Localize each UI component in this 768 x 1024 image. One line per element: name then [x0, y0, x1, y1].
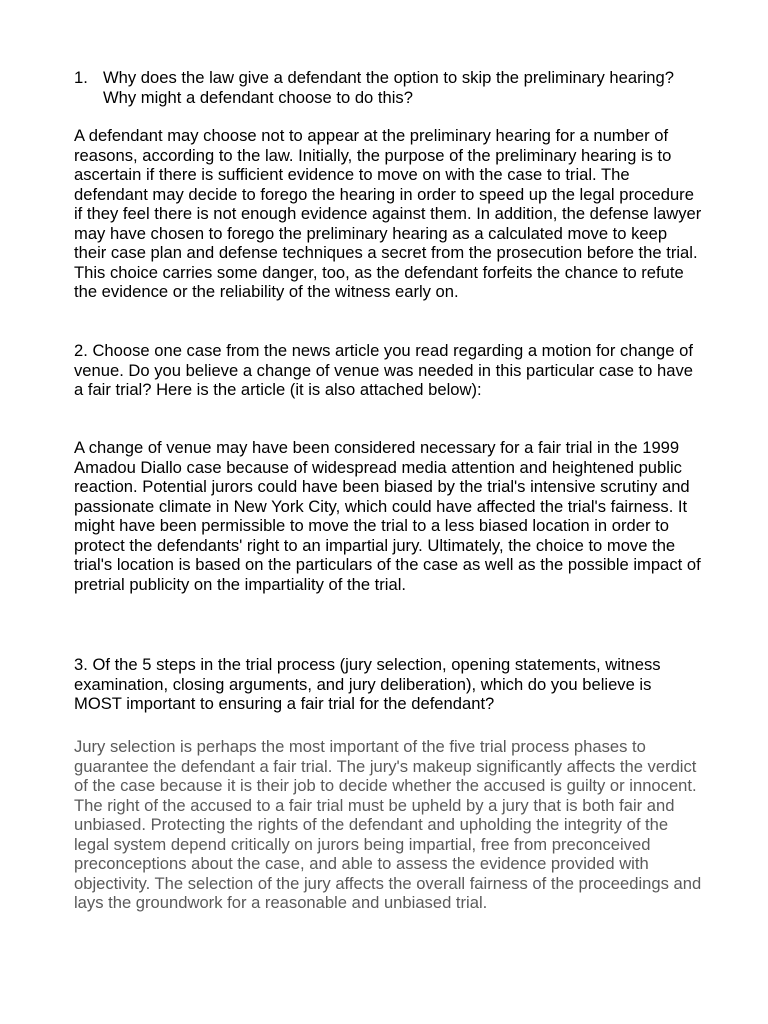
- question-2: 2. Choose one case from the news article you read regarding a motion for change of venue. Do you believe a change of venue was needed in this particular case to have a fair trial? Here is the article (it is also attached below):: [74, 341, 693, 399]
- answer-2: A change of venue may have been considered necessary for a fair trial in the 1999 Amadou Diallo case because of widespread media attention and heightened public reaction. Potential jurors could have been biased by the trial's intensive scrutiny and passionate climate in New York City, which could have affected the trial's fairness. It might have been permissible to move the trial to a less biased location in order to protect the defendants' right to an impartial jury. Ultimately, the choice to move the trial's location is based on the particulars of the case as well as the possible impact of pretrial publicity on the impartiality of the trial.: [74, 438, 701, 594]
- question-1-text: Why does the law give a defendant the option to skip the preliminary hearing? Why might a defendant choose to do this?: [103, 68, 674, 107]
- answer-3: Jury selection is perhaps the most important of the five trial process phases to guarantee the defendant a fair trial. The jury's makeup significantly affects the verdict of the case because it is their job to decide whether the accused is guilty or innocent. The right of the accused to a fair trial must be upheld by a jury that is both fair and unbiased. Protecting the rights of the defendant and upholding the integrity of the legal system depend critically on jurors being impartial, free from preconceived preconceptions about the case, and able to assess the evidence provided with objectivity. The selection of the jury affects the overall fairness of the proceedings and lays the groundwork for a reasonable and unbiased trial.: [74, 737, 702, 912]
- question-1: [74, 68, 702, 107]
- question-3: 3. Of the 5 steps in the trial process (jury selection, opening statements, witness examination, closing arguments, and jury deliberation), which do you believe is MOST important to ensuring a fair trial for the defendant?: [74, 655, 661, 713]
- question-1-number: 1.: [74, 68, 88, 87]
- answer-1: A defendant may choose not to appear at the preliminary hearing for a number of reasons, according to the law. Initially, the purpose of the preliminary hearing is to ascertain if there is sufficient evidence to move on with the case to trial. The defendant may decide to forego the hearing in order to speed up the legal procedure if they feel there is not enough evidence against them. In addition, the defense lawyer may have chosen to forego the preliminary hearing as a calculated move to keep their case plan and defense techniques a secret from the prosecution before the trial. This choice carries some danger, too, as the defendant forfeits the chance to refute the evidence or the reliability of the witness early on.: [74, 126, 702, 301]
